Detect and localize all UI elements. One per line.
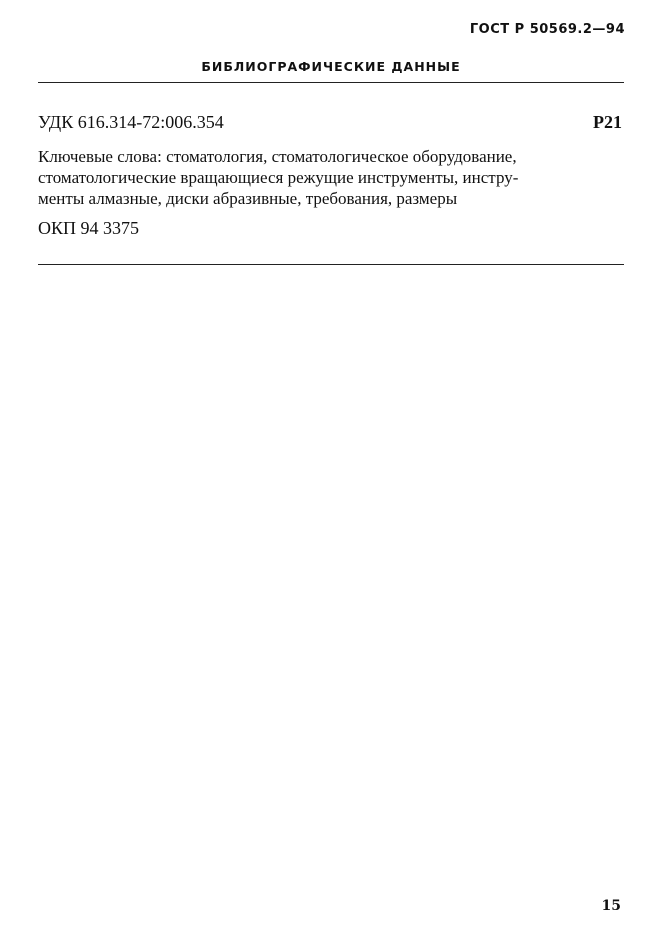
classification-code: Р21: [593, 112, 622, 132]
bottom-divider: [38, 264, 624, 265]
top-divider: [38, 82, 624, 83]
keywords-line: Ключевые слова: стоматология, стоматологическое оборудование,: [38, 147, 517, 166]
keywords-line: стоматологические вращающиеся режущие инструменты, инстру-: [38, 168, 519, 187]
section-title: БИБЛИОГРАФИЧЕСКИЕ ДАННЫЕ: [201, 59, 461, 74]
udc-row: [38, 112, 624, 136]
keywords-line: менты алмазные, диски абразивные, требования, размеры: [38, 189, 458, 208]
standard-number: ГОСТ Р 50569.2—94: [469, 22, 625, 37]
udc-code: УДК 616.314-72:006.354: [38, 112, 224, 132]
okp-code: ОКП 94 3375: [38, 218, 140, 238]
page-number: 15: [601, 898, 621, 914]
keywords-paragraph: [38, 146, 624, 209]
